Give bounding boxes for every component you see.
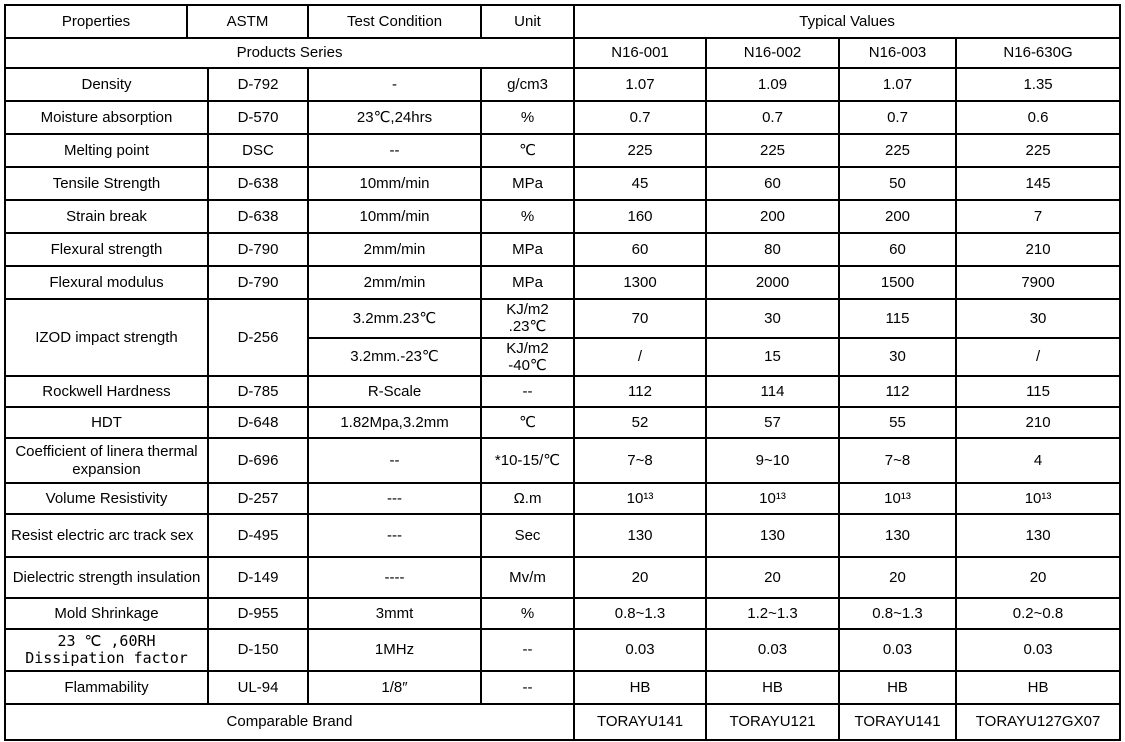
property-cell: Flammability [5, 671, 208, 704]
condition-cell: 23℃,24hrs [308, 101, 481, 134]
table-row-melting-point [5, 134, 1120, 167]
unit-cell: *10-15/℃ [481, 438, 574, 483]
unit-cell: Ω.m [481, 483, 574, 514]
value-cell: 145 [956, 167, 1120, 200]
astm-cell: D-955 [208, 598, 308, 629]
value-cell: 0.2~0.8 [956, 598, 1120, 629]
astm-cell: D-792 [208, 68, 308, 101]
value-cell: 1.07 [574, 68, 706, 101]
brand-cell: TORAYU127GX07 [956, 704, 1120, 740]
astm-cell: D-638 [208, 167, 308, 200]
series-row [5, 38, 1120, 68]
unit-cell: KJ/m2 .23℃ [481, 299, 574, 338]
value-cell: / [574, 338, 706, 377]
value-cell: 57 [706, 407, 839, 438]
header-properties: Properties [5, 5, 187, 38]
table-row-flexural-modulus [5, 266, 1120, 299]
value-cell: 60 [574, 233, 706, 266]
header-typical-values: Typical Values [574, 5, 1120, 38]
condition-cell: 2mm/min [308, 266, 481, 299]
table-row-flammability [5, 671, 1120, 704]
unit-cell: MPa [481, 266, 574, 299]
value-cell: 1.09 [706, 68, 839, 101]
astm-cell: D-696 [208, 438, 308, 483]
condition-cell: 1.82Mpa,3.2mm [308, 407, 481, 438]
astm-cell: D-790 [208, 266, 308, 299]
unit-cell: % [481, 200, 574, 233]
condition-cell: - [308, 68, 481, 101]
table-row-thermal-expansion [5, 438, 1120, 483]
value-cell: HB [706, 671, 839, 704]
condition-cell: 3mmt [308, 598, 481, 629]
unit-cell: MPa [481, 167, 574, 200]
value-cell: 10¹³ [574, 483, 706, 514]
property-cell: Rockwell Hardness [5, 376, 208, 407]
condition-cell: 10mm/min [308, 167, 481, 200]
astm-cell: D-257 [208, 483, 308, 514]
property-cell: 23 ℃ ,60RH Dissipation factor [5, 629, 208, 671]
value-cell: 1300 [574, 266, 706, 299]
condition-cell: 3.2mm.-23℃ [308, 338, 481, 377]
astm-cell: D-150 [208, 629, 308, 671]
value-cell: 20 [706, 557, 839, 598]
astm-cell: UL-94 [208, 671, 308, 704]
value-cell: 0.7 [706, 101, 839, 134]
unit-cell: % [481, 101, 574, 134]
brand-cell: TORAYU121 [706, 704, 839, 740]
property-cell: Strain break [5, 200, 208, 233]
value-cell: 0.8~1.3 [839, 598, 956, 629]
property-cell: Melting point [5, 134, 208, 167]
unit-cell: ℃ [481, 134, 574, 167]
unit-cell: ℃ [481, 407, 574, 438]
value-cell: 130 [574, 514, 706, 557]
unit-cell: -- [481, 376, 574, 407]
value-cell: 130 [706, 514, 839, 557]
value-cell: 210 [956, 407, 1120, 438]
table-row-hdt [5, 407, 1120, 438]
property-cell: Flexural modulus [5, 266, 208, 299]
property-cell: IZOD impact strength [5, 299, 208, 376]
unit-cell: MPa [481, 233, 574, 266]
condition-cell: -- [308, 438, 481, 483]
value-cell: 1500 [839, 266, 956, 299]
unit-cell: % [481, 598, 574, 629]
astm-cell: D-149 [208, 557, 308, 598]
comparable-brand-label: Comparable Brand [5, 704, 574, 740]
value-cell: 80 [706, 233, 839, 266]
header-row [5, 5, 1120, 38]
value-cell: 7 [956, 200, 1120, 233]
value-cell: 4 [956, 438, 1120, 483]
value-cell: 70 [574, 299, 706, 338]
brand-cell: TORAYU141 [839, 704, 956, 740]
header-test-condition: Test Condition [308, 5, 481, 38]
value-cell: 30 [956, 299, 1120, 338]
value-cell: 1.35 [956, 68, 1120, 101]
condition-cell: --- [308, 483, 481, 514]
table-row-flexural-strength [5, 233, 1120, 266]
value-cell: HB [956, 671, 1120, 704]
value-cell: 9~10 [706, 438, 839, 483]
value-cell: 225 [574, 134, 706, 167]
astm-cell: D-495 [208, 514, 308, 557]
astm-cell: DSC [208, 134, 308, 167]
table-row-resist-electric-arc [5, 514, 1120, 557]
value-cell: 130 [956, 514, 1120, 557]
value-cell: HB [839, 671, 956, 704]
value-cell: 7~8 [839, 438, 956, 483]
table-row-tensile-strength [5, 167, 1120, 200]
astm-cell: D-570 [208, 101, 308, 134]
value-cell: 0.7 [574, 101, 706, 134]
value-cell: 115 [956, 376, 1120, 407]
table-row-density [5, 68, 1120, 101]
series-n16-630g: N16-630G [956, 38, 1120, 68]
value-cell: 0.03 [839, 629, 956, 671]
value-cell: 115 [839, 299, 956, 338]
value-cell: 0.8~1.3 [574, 598, 706, 629]
value-cell: 20 [839, 557, 956, 598]
table-row-strain-break [5, 200, 1120, 233]
property-cell: HDT [5, 407, 208, 438]
value-cell: 7900 [956, 266, 1120, 299]
table-row-izod-impact-1 [5, 299, 1120, 338]
unit-cell: Mv/m [481, 557, 574, 598]
value-cell: 0.03 [956, 629, 1120, 671]
unit-cell: -- [481, 629, 574, 671]
value-cell: 2000 [706, 266, 839, 299]
properties-table [4, 4, 1121, 741]
condition-cell: 1/8″ [308, 671, 481, 704]
value-cell: 225 [956, 134, 1120, 167]
value-cell: 55 [839, 407, 956, 438]
unit-cell: g/cm3 [481, 68, 574, 101]
value-cell: 0.7 [839, 101, 956, 134]
value-cell: 7~8 [574, 438, 706, 483]
value-cell: 10¹³ [706, 483, 839, 514]
value-cell: 50 [839, 167, 956, 200]
astm-cell: D-790 [208, 233, 308, 266]
series-n16-003: N16-003 [839, 38, 956, 68]
property-cell: Dielectric strength insulation [5, 557, 208, 598]
value-cell: 30 [706, 299, 839, 338]
header-astm: ASTM [187, 5, 308, 38]
condition-cell: 2mm/min [308, 233, 481, 266]
value-cell: 52 [574, 407, 706, 438]
value-cell: 160 [574, 200, 706, 233]
table-row-rockwell-hardness [5, 376, 1120, 407]
astm-cell: D-785 [208, 376, 308, 407]
value-cell: 1.2~1.3 [706, 598, 839, 629]
unit-cell: KJ/m2 -40℃ [481, 338, 574, 377]
value-cell: 114 [706, 376, 839, 407]
value-cell: 10¹³ [839, 483, 956, 514]
value-cell: 112 [574, 376, 706, 407]
value-cell: 210 [956, 233, 1120, 266]
unit-cell: -- [481, 671, 574, 704]
brand-cell: TORAYU141 [574, 704, 706, 740]
value-cell: 0.03 [574, 629, 706, 671]
value-cell: 112 [839, 376, 956, 407]
astm-cell: D-256 [208, 299, 308, 376]
property-cell: Coefficient of linera thermal expansion [5, 438, 208, 483]
condition-cell: ---- [308, 557, 481, 598]
property-cell: Volume Resistivity [5, 483, 208, 514]
value-cell: HB [574, 671, 706, 704]
table-row-comparable-brand [5, 704, 1120, 740]
series-n16-002: N16-002 [706, 38, 839, 68]
condition-cell: R-Scale [308, 376, 481, 407]
header-unit: Unit [481, 5, 574, 38]
value-cell: 1.07 [839, 68, 956, 101]
condition-cell: 10mm/min [308, 200, 481, 233]
table-row-volume-resistivity [5, 483, 1120, 514]
condition-cell: -- [308, 134, 481, 167]
property-cell: Moisture absorption [5, 101, 208, 134]
property-cell: Resist electric arc track sex [5, 514, 208, 557]
value-cell: 20 [574, 557, 706, 598]
property-cell: Flexural strength [5, 233, 208, 266]
series-n16-001: N16-001 [574, 38, 706, 68]
table-row-mold-shrinkage [5, 598, 1120, 629]
value-cell: 30 [839, 338, 956, 377]
condition-cell: 1MHz [308, 629, 481, 671]
value-cell: 225 [839, 134, 956, 167]
property-cell: Tensile Strength [5, 167, 208, 200]
value-cell: 60 [839, 233, 956, 266]
value-cell: 0.03 [706, 629, 839, 671]
condition-cell: 3.2mm.23℃ [308, 299, 481, 338]
unit-cell: Sec [481, 514, 574, 557]
value-cell: 130 [839, 514, 956, 557]
value-cell: 200 [839, 200, 956, 233]
table-row-dielectric-strength [5, 557, 1120, 598]
value-cell: 10¹³ [956, 483, 1120, 514]
table-row-dissipation-factor [5, 629, 1120, 671]
astm-cell: D-648 [208, 407, 308, 438]
value-cell: 60 [706, 167, 839, 200]
condition-cell: --- [308, 514, 481, 557]
value-cell: 15 [706, 338, 839, 377]
products-series-label: Products Series [5, 38, 574, 68]
table-row-moisture-absorption [5, 101, 1120, 134]
value-cell: 20 [956, 557, 1120, 598]
value-cell: 0.6 [956, 101, 1120, 134]
value-cell: 200 [706, 200, 839, 233]
value-cell: 45 [574, 167, 706, 200]
astm-cell: D-638 [208, 200, 308, 233]
property-cell: Density [5, 68, 208, 101]
value-cell: 225 [706, 134, 839, 167]
value-cell: / [956, 338, 1120, 377]
property-cell: Mold Shrinkage [5, 598, 208, 629]
